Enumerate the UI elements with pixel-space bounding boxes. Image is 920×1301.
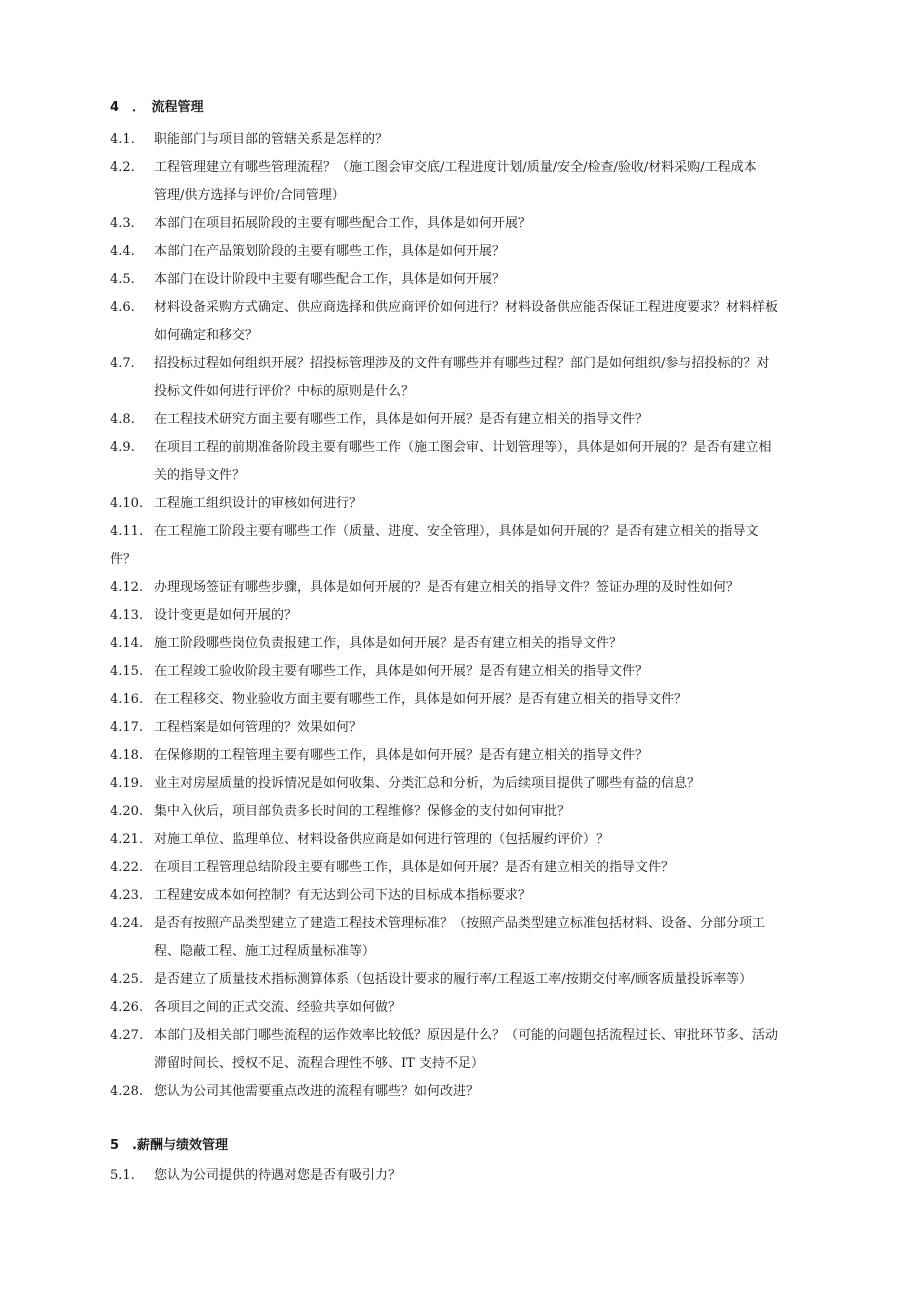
question-text: 本部门在产品策划阶段的主要有哪些工作，具体是如何开展？ — [154, 244, 506, 259]
question-number: 4.24. — [110, 916, 144, 931]
question-item — [110, 915, 830, 971]
question-text-continued: 如何确定和移交？ — [154, 328, 259, 343]
question-text: 施工阶段哪些岗位负责报建工作，具体是如何开展？是否有建立相关的指导文件？ — [154, 636, 623, 651]
question-text: 本部门及相关部门哪些流程的运作效率比较低？原因是什么？（可能的问题包括流程过长、审批环节多、活动 — [154, 1028, 779, 1043]
question-text: 工程施工组织设计的审核如何进行？ — [154, 496, 363, 511]
question-item — [110, 887, 830, 915]
question-number: 4.7. — [110, 356, 135, 371]
question-text-continued: 投标文件如何进行评价？中标的原则是什么？ — [154, 384, 415, 399]
question-line — [110, 831, 830, 859]
question-text: 是否有按照产品类型建立了建造工程技术管理标准？（按照产品类型建立标准包括材料、设备、分部分项工 — [154, 916, 766, 931]
question-text: 集中入伙后，项目部负责多长时间的工程维修？保修金的支付如何审批？ — [154, 804, 571, 819]
question-continuation-line — [110, 327, 830, 355]
question-text: 在工程施工阶段主要有哪些工作（质量、进度、安全管理），具体是如何开展的？是否有建立相关的指导文 — [154, 524, 759, 539]
question-number: 4.9. — [110, 440, 135, 455]
question-item — [110, 775, 830, 803]
question-number: 4.18. — [110, 748, 144, 763]
question-text-continued: 关的指导文件？ — [154, 468, 246, 483]
question-continuation-line — [110, 1055, 830, 1083]
question-line — [110, 607, 830, 635]
question-line — [110, 355, 830, 383]
question-number: 4.2. — [110, 160, 135, 175]
question-continuation-line — [110, 187, 830, 215]
question-number: 4.5. — [110, 272, 135, 287]
question-text-continued: 程、隐蔽工程、施工过程质量标准等） — [154, 944, 376, 959]
question-line — [110, 1167, 830, 1195]
question-item — [110, 355, 830, 411]
question-line — [110, 915, 830, 943]
question-line — [110, 1083, 830, 1111]
question-item — [110, 1167, 830, 1195]
question-text: 在项目工程管理总结阶段主要有哪些工作，具体是如何开展？是否有建立相关的指导文件？ — [154, 860, 675, 875]
question-item — [110, 719, 830, 747]
question-text: 在工程移交、物业验收方面主要有哪些工作，具体是如何开展？是否有建立相关的指导文件？ — [154, 692, 688, 707]
question-item — [110, 411, 830, 439]
question-item — [110, 299, 830, 355]
question-text: 是否建立了质量技术指标测算体系（包括设计要求的履行率/工程返工率/按期交付率/顾客质量投诉率等） — [154, 972, 753, 987]
question-item — [110, 1083, 830, 1111]
question-number: 4.20. — [110, 804, 144, 819]
question-item — [110, 859, 830, 887]
question-line — [110, 271, 830, 299]
question-line — [110, 691, 830, 719]
question-number: 4.21. — [110, 832, 144, 847]
question-item — [110, 635, 830, 663]
question-line — [110, 243, 830, 271]
question-item — [110, 1027, 830, 1083]
question-line — [110, 439, 830, 467]
section-4-heading: 4 ． 流程管理 — [110, 100, 204, 115]
question-line — [110, 859, 830, 887]
question-text: 业主对房屋质量的投诉情况是如何收集、分类汇总和分析，为后续项目提供了哪些有益的信息？ — [154, 776, 701, 791]
question-item — [110, 215, 830, 243]
question-item — [110, 579, 830, 607]
question-number: 4.1. — [110, 132, 135, 147]
question-text: 在工程技术研究方面主要有哪些工作，具体是如何开展？是否有建立相关的指导文件？ — [154, 412, 649, 427]
question-line — [110, 495, 830, 523]
question-text: 设计变更是如何开展的？ — [154, 608, 298, 623]
question-text: 招投标过程如何组织开展？招投标管理涉及的文件有哪些并有哪些过程？部门是如何组织/参与招投标的？对 — [154, 356, 770, 371]
question-item — [110, 271, 830, 299]
question-text: 工程管理建立有哪些管理流程？（施工图会审交底/工程进度计划/质量/安全/检查/验收/材料采购/工程成本 — [154, 160, 757, 175]
question-text: 工程档案是如何管理的？效果如何？ — [154, 720, 363, 735]
question-line — [110, 999, 830, 1027]
question-line — [110, 159, 830, 187]
question-number: 4.6. — [110, 300, 135, 315]
question-item — [110, 971, 830, 999]
question-number: 4.17. — [110, 720, 144, 735]
question-item — [110, 495, 830, 523]
question-number: 4.15. — [110, 664, 144, 679]
question-text: 职能部门与项目部的管辖关系是怎样的？ — [154, 132, 389, 147]
question-number: 4.14. — [110, 636, 144, 651]
question-text-continued: 管理/供方选择与评价/合同管理） — [154, 188, 345, 203]
question-number: 4.22. — [110, 860, 144, 875]
question-text: 各项目之间的正式交流、经验共享如何做？ — [154, 1000, 402, 1015]
question-number: 4.25. — [110, 972, 144, 987]
question-item — [110, 159, 830, 215]
question-number: 4.19. — [110, 776, 144, 791]
question-text: 本部门在设计阶段中主要有哪些配合工作，具体是如何开展？ — [154, 272, 506, 287]
question-item — [110, 607, 830, 635]
question-number: 4.27. — [110, 1028, 144, 1043]
question-line — [110, 579, 830, 607]
question-continuation-line — [110, 467, 830, 495]
question-number: 4.26. — [110, 1000, 144, 1015]
question-item — [110, 803, 830, 831]
question-number: 4.11. — [110, 524, 144, 539]
question-text: 您认为公司其他需要重点改进的流程有哪些？如何改进？ — [154, 1084, 480, 1099]
question-line — [110, 299, 830, 327]
question-text-continued: 件？ — [110, 552, 137, 567]
question-continuation-line — [110, 551, 830, 579]
question-text: 材料设备采购方式确定、供应商选择和供应商评价如何进行？材料设备供应能否保证工程进度要求？材料样板 — [154, 300, 779, 315]
question-text: 工程建安成本如何控制？有无达到公司下达的目标成本指标要求？ — [154, 888, 532, 903]
question-text-continued: 滞留时间长、授权不足、流程合理性不够、IT 支持不足） — [154, 1056, 484, 1071]
question-text: 在保修期的工程管理主要有哪些工作，具体是如何开展？是否有建立相关的指导文件？ — [154, 748, 649, 763]
question-item — [110, 999, 830, 1027]
question-item — [110, 747, 830, 775]
question-item — [110, 831, 830, 859]
question-line — [110, 971, 830, 999]
question-text: 办理现场签证有哪些步骤，具体是如何开展的？是否有建立相关的指导文件？签证办理的及时性如何？ — [154, 580, 740, 595]
question-number: 4.8. — [110, 412, 135, 427]
question-item — [110, 439, 830, 495]
section-5-heading: 5 .薪酬与绩效管理 — [110, 1138, 228, 1153]
question-item — [110, 663, 830, 691]
question-line — [110, 663, 830, 691]
question-line — [110, 747, 830, 775]
question-number: 4.13. — [110, 608, 144, 623]
question-line — [110, 719, 830, 747]
question-text: 您认为公司提供的待遇对您是否有吸引力？ — [154, 1168, 402, 1183]
question-number: 4.28. — [110, 1084, 144, 1099]
question-line — [110, 131, 830, 159]
question-continuation-line — [110, 383, 830, 411]
question-item — [110, 243, 830, 271]
question-number: 4.16. — [110, 692, 144, 707]
question-line — [110, 523, 830, 551]
question-line — [110, 411, 830, 439]
question-line — [110, 775, 830, 803]
question-line — [110, 887, 830, 915]
question-text: 本部门在项目拓展阶段的主要有哪些配合工作，具体是如何开展？ — [154, 216, 532, 231]
question-text: 对施工单位、监理单位、材料设备供应商是如何进行管理的（包括履约评价）？ — [154, 832, 610, 847]
question-number: 4.3. — [110, 216, 135, 231]
question-number: 4.4. — [110, 244, 135, 259]
question-number: 4.23. — [110, 888, 144, 903]
question-number: 4.12. — [110, 580, 144, 595]
question-number: 5.1. — [110, 1168, 135, 1183]
question-item — [110, 691, 830, 719]
question-item — [110, 131, 830, 159]
question-text: 在工程竣工验收阶段主要有哪些工作，具体是如何开展？是否有建立相关的指导文件？ — [154, 664, 649, 679]
question-line — [110, 215, 830, 243]
question-item — [110, 523, 830, 579]
question-line — [110, 635, 830, 663]
question-line — [110, 1027, 830, 1055]
question-continuation-line — [110, 943, 830, 971]
question-text: 在项目工程的前期准备阶段主要有哪些工作（施工图会审、计划管理等），具体是如何开展的？是否有建立相 — [154, 440, 772, 455]
question-number: 4.10. — [110, 496, 144, 511]
question-line — [110, 803, 830, 831]
